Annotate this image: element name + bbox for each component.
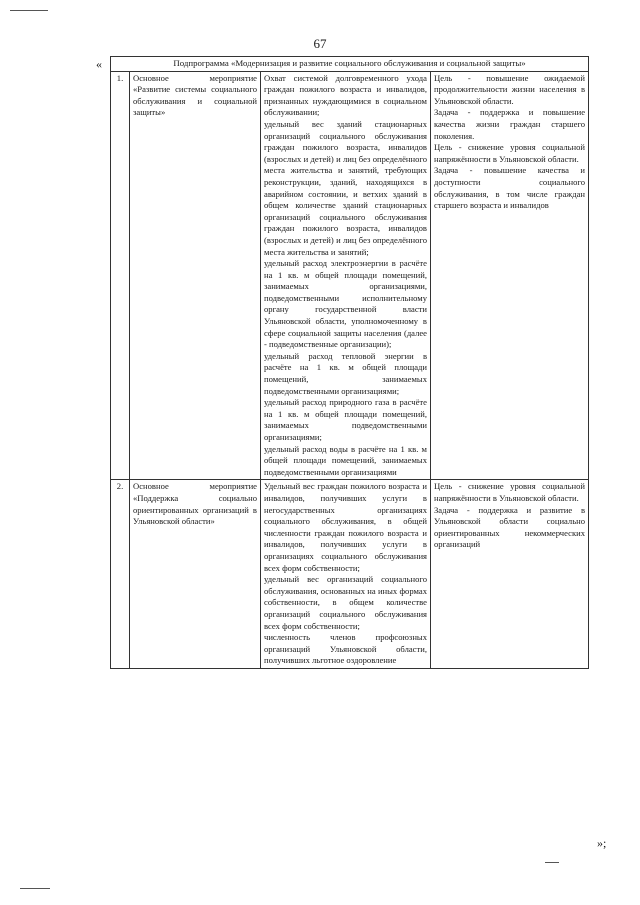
- subprogram-header-row: [111, 57, 589, 72]
- opening-quote: «: [96, 57, 102, 71]
- scan-artifact: [20, 888, 50, 889]
- indicators-cell: Удельный вес граждан пожилого возраста и инвалидов, получивших услуги в негосударственных организациях социального обслуживания, в общей численности граждан пожилого возраста и инвалидов, получивших услуги в организациях социального обслуживания всех форм собственности; удельный вес организаций социального обслуживания, основанных на иных формах собственности, в общем количестве организаций социального обслуживания всех форм собственности; численность членов профсоюзных организаций Ульяновской области, получивших льготное оздоровление: [261, 480, 431, 669]
- goals-cell: Цель - снижение уровня социальной напряжённости в Ульяновской области. Задача - поддержка и развитие в Ульяновской области социально ориентированных некоммерческих организаций: [431, 480, 589, 669]
- row-number: 1.: [111, 71, 130, 480]
- goals-cell: Цель - повышение ожидаемой продолжительности жизни населения в Ульяновской области. Задача - поддержка и повышение качества жизни граждан старшего поколения. Цель - снижение уровня социальной напряжённости в Ульяновской области. Задача - повышение качества и доступности социального обслуживания, в том числе граждан старшего возраста и инвалидов: [431, 71, 589, 480]
- scan-artifact: [545, 862, 559, 863]
- measure-cell: Основное мероприятие «Развитие системы социального обслуживания и социальной защиты»: [130, 71, 261, 480]
- measure-cell: Основное мероприятие «Поддержка социально ориентированных организаций в Ульяновской области»: [130, 480, 261, 669]
- indicators-cell: Охват системой долговременного ухода граждан пожилого возраста и инвалидов, признанных нуждающимися в социальном обслуживании; удельный вес зданий стационарных организаций социального обслуживания граждан пожилого возраста, инвалидов (взрослых и детей) и лиц без определённого места жительства и занятий, требующих реконструкции, зданий, находящихся в аварийном состоянии, и ветхих зданий в общем количестве зданий стационарных организаций социального обслуживания граждан пожилого возраста, инвалидов (взрослых и детей) и лиц без определённого места жительства и занятий; удельный расход электроэнергии в расчёте на 1 кв. м общей площади помещений, занимаемых организациями, подведомственными исполнительному органу государственной власти Ульяновской области, уполномоченному в сфере социальной защиты населения (далее - подведомственные организации); удельный расход тепловой энергии в расчёте на 1 кв. м общей площади помещений, занимаемых подведомственными организациями; удельный расход природного газа в расчёте на 1 кв. м общей площади помещений, занимаемых подведомственными организациями; удельный расход воды в расчёте на 1 кв. м общей площади помещений, занимаемых подведомственными организациями: [261, 71, 431, 480]
- closing-quote: »;: [597, 836, 607, 850]
- row-number: 2.: [111, 480, 130, 669]
- page-number: 67: [313, 36, 327, 51]
- table-row: [111, 480, 589, 669]
- table-row: [111, 71, 589, 480]
- subprogram-title: Подпрограмма «Модернизация и развитие социального обслуживания и социальной защиты»: [111, 57, 589, 72]
- scan-artifact: [10, 10, 48, 11]
- subprogram-table: [110, 56, 589, 669]
